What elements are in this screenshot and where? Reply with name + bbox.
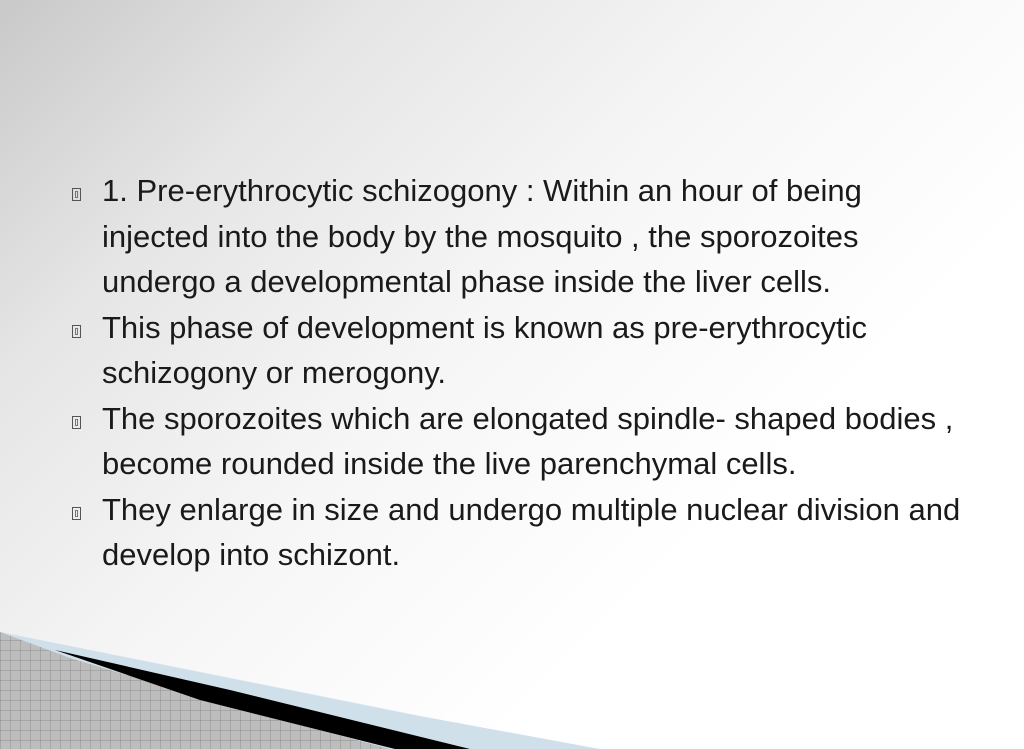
bullet-item: [72, 168, 972, 305]
bullet-item: [72, 487, 972, 578]
bullet-item: [72, 396, 972, 487]
bullet-marker: [72, 396, 102, 429]
bullet-marker: [72, 305, 102, 338]
bullet-list: [72, 168, 972, 578]
missing-glyph-box-icon: [72, 325, 81, 338]
bullet-marker: [72, 168, 102, 201]
bullet-text: They enlarge in size and undergo multiple nuclear division and develop into schizont.: [102, 491, 961, 572]
missing-glyph-box-icon: [72, 507, 81, 520]
bullet-item: [72, 305, 972, 396]
missing-glyph-box-icon: [72, 188, 81, 201]
bullet-marker: [72, 487, 102, 520]
missing-glyph-box-icon: [72, 416, 81, 429]
bullet-text: This phase of development is known as pre-erythrocytic schizogony or merogony.: [102, 309, 868, 390]
bullet-text: The sporozoites which are elongated spindle- shaped bodies , become rounded inside the live parenchymal cells.: [102, 400, 954, 481]
bullet-text: 1. Pre-erythrocytic schizogony : Within an hour of being injected into the body by the mosquito , the sporozoites undergo a developmental phase inside the liver cells.: [102, 173, 862, 299]
